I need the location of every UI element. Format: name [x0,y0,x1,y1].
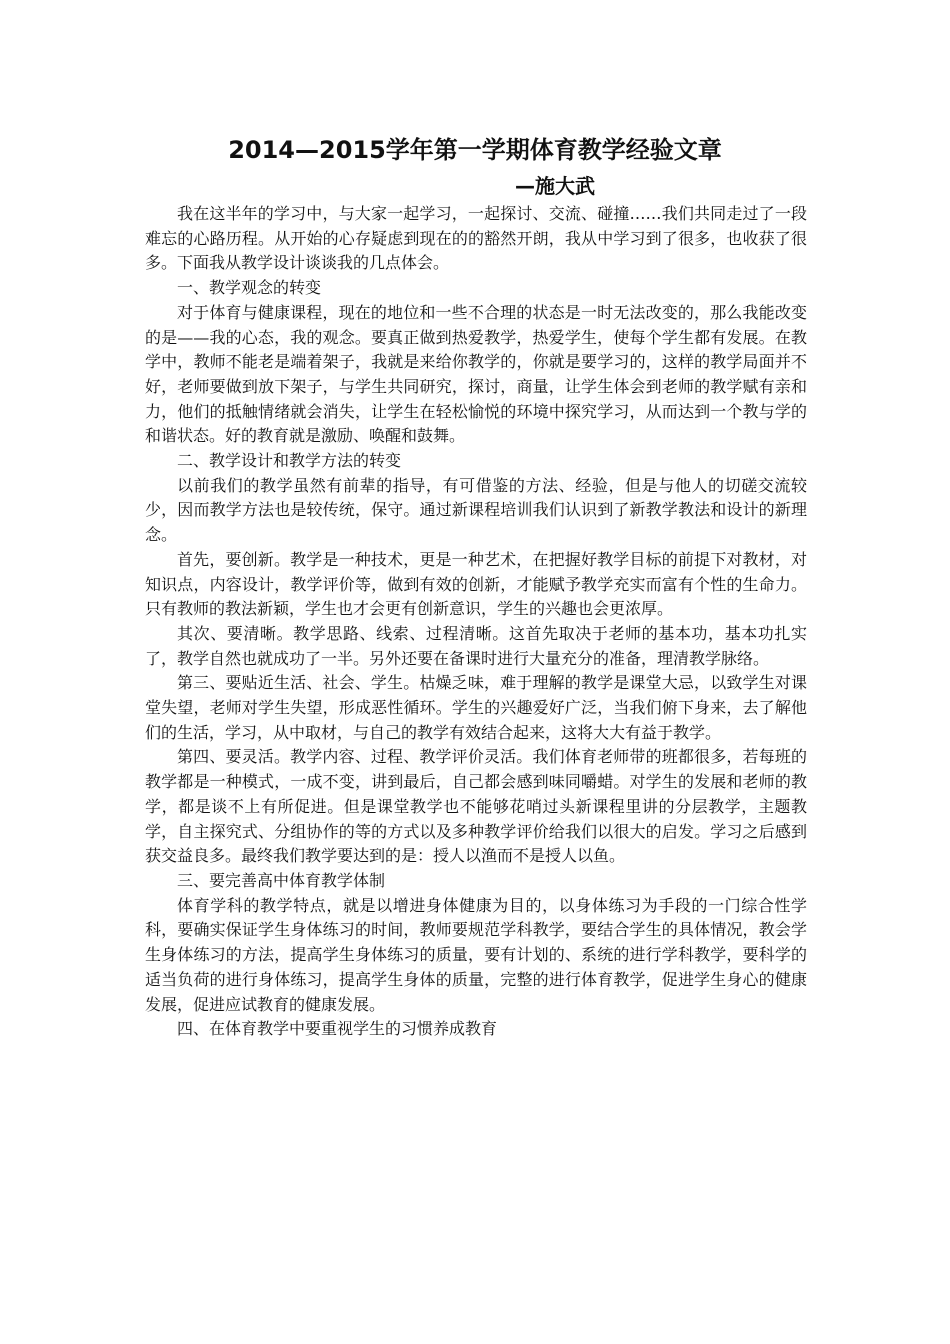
section-heading-4: 四、在体育教学中要重视学生的习惯养成教育 [177,1019,498,1039]
body-paragraph: 其次、要清晰。教学思路、线索、过程清晰。这首先取决于老师的基本功，基本功扎实了，教学自然也就成功了一半。另外还要在备课时进行大量充分的准备，理清教学脉络。 [145,623,807,668]
author-name: —施大武 [515,174,595,198]
document-title: 2014—2015学年第一学期体育教学经验文章 [228,136,722,164]
body-paragraph: 第四、要灵活。教学内容、过程、教学评价灵活。我们体育老师带的班都很多，若每班的教学都是一种模式，一成不变，讲到最后，自己都会感到味同嚼蜡。对学生的发展和老师的教学，都是谈不上有所促进。但是课堂教学也不能够花哨过头新课程里讲的分层教学，主题教学，自主探究式、分组协作的等的方式以及多种教学评价给我们以很大的启发。学习之后感到获交益良多。最终我们教学要达到的是：授人以渔而不是授人以鱼。 [145,747,807,866]
section-heading-1: 一、教学观念的转变 [177,278,322,298]
body-paragraph: 体育学科的教学特点，就是以增进身体健康为目的，以身体练习为手段的一门综合性学科，要确实保证学生身体练习的时间，教师要规范学科教学，要结合学生的具体情况，教会学生身体练习的方法，提高学生身体练习的质量，要有计划的、系统的进行学科教学，要科学的适当负荷的进行身体练习，提高学生身体的质量，完整的进行体育教学，促进学生身心的健康发展，促进应试教育的健康发展。 [145,895,807,1014]
document-body [145,202,807,1042]
section-heading-2: 二、教学设计和教学方法的转变 [177,451,402,471]
body-paragraph: 以前我们的教学虽然有前辈的指导，有可借鉴的方法、经验，但是与他人的切磋交流较少，因而教学方法也是较传统，保守。通过新课程培训我们认识到了新教学教法和设计的新理念。 [145,475,807,545]
body-paragraph: 对于体育与健康课程，现在的地位和一些不合理的状态是一时无法改变的，那么我能改变的是——我的心态，我的观念。要真正做到热爱教学，热爱学生，使每个学生都有发展。在教学中，教师不能老是端着架子，我就是来给你教学的，你就是要学习的，这样的教学局面并不好，老师要做到放下架子，与学生共同研究，探讨，商量，让学生体会到老师的教学赋有亲和力，他们的抵触情绪就会消失，让学生在轻松愉悦的环境中探究学习，从而达到一个教与学的和谐状态。好的教育就是激励、唤醒和鼓舞。 [145,302,807,446]
section-heading-3: 三、要完善高中体育教学体制 [177,870,386,890]
body-paragraph: 首先，要创新。教学是一种技术，更是一种艺术，在把握好教学目标的前提下对教材，对知识点，内容设计，教学评价等，做到有效的创新，才能赋予教学充实而富有个性的生命力。只有教师的教法新颖，学生也才会更有创新意识，学生的兴趣也会更浓厚。 [145,549,807,619]
body-paragraph: 第三、要贴近生活、社会、学生。枯燥乏味，难于理解的教学是课堂大忌，以致学生对课堂失望，老师对学生失望，形成恶性循环。学生的兴趣爱好广泛，当我们俯下身来，去了解他们的生活，学习，从中取材，与自己的教学有效结合起来，这将大大有益于教学。 [145,673,807,742]
intro-paragraph: 我在这半年的学习中，与大家一起学习，一起探讨、交流、碰撞……我们共同走过了一段难忘的心路历程。从开始的心存疑虑到现在的的豁然开朗，我从中学习到了很多，也收获了很多。下面我从教学设计谈谈我的几点体会。 [145,204,807,273]
